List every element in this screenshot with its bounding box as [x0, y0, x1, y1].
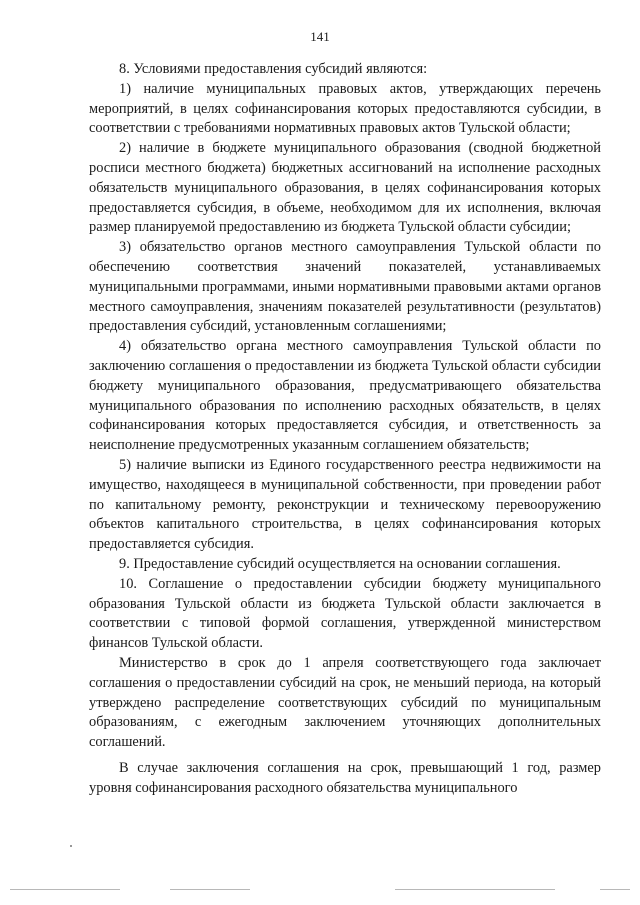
page-number: 141: [310, 29, 330, 44]
scan-speck: [70, 845, 72, 847]
scan-edge-line: [395, 889, 555, 890]
paragraph-multiyear-agreement: В случае заключения соглашения на срок, превышающий 1 год, размер уровня софинансирования расходного обязательства муниципального: [89, 759, 601, 796]
paragraph-condition-3: 3) обязательство органов местного самоуправления Тульской области по обеспечению соответствия значений показателей, устанавливаемых муниципальными программами, иными нормативными правовыми актами органов местного самоуправления, значениям показателей результативности (результатов) предоставления субсидий, установленным соглашениями;: [89, 239, 601, 335]
scan-edge-line: [10, 889, 120, 890]
paragraph-clause-9: 9. Предоставление субсидий осуществляется на основании соглашения.: [119, 555, 561, 572]
paragraph-subsidy-conditions: 8. Условиями предоставления субсидий являются:: [119, 61, 428, 77]
scan-edge-line: [170, 889, 250, 890]
paragraph-ministry-deadline: Министерство в срок до 1 апреля соответствующего года заключает соглашения о предоставлении субсидий на срок, не меньший периода, на который утверждено распределение соответствующих субсидий по муниципальным образованиям, с ежегодным заключением уточняющих дополнительных соглашений.: [89, 654, 601, 751]
paragraph-condition-4: 4) обязательство органа местного самоуправления Тульской области по заключению соглашения о предоставлении из бюджета Тульской области субсидии бюджету муниципального образования, предусматривающего обязательства муниципального образования по исполнению расходных обязательств, в целях софинансирования которых предоставляется субсидия, и ответственность за неисполнение предусмотренных указанным соглашением обязательств;: [89, 338, 601, 454]
document-body: [89, 60, 601, 798]
paragraph-condition-1: 1) наличие муниципальных правовых актов, утверждающих перечень мероприятий, в целях софинансирования которых предоставляются субсидии, в соответствии с требованиями нормативных правовых актов Тульской области;: [89, 80, 601, 137]
paragraph-clause-10: 10. Соглашение о предоставлении субсидии бюджету муниципального образования Тульской области из бюджета Тульской области заключается в соответствии с типовой формой соглашения, утвержденной министерством финансов Тульской области.: [89, 575, 601, 652]
paragraph-condition-5: 5) наличие выписки из Единого государственного реестра недвижимости на имущество, находящееся в муниципальной собственности, при проведении работ по капитальному ремонту, реконструкции и техническому перевооружению объектов капитального строительства, в целях софинансирования которых предоставляется субсидия.: [89, 456, 601, 553]
paragraph-condition-2: 2) наличие в бюджете муниципального образования (сводной бюджетной росписи местного бюджета) бюджетных ассигнований на исполнение расходных обязательств муниципального образования, в целях софинансирования которых предоставляется субсидия, в объеме, необходимом для их исполнения, включая размер планируемой предоставлению из бюджета Тульской области субсидии;: [89, 140, 601, 236]
scan-edge-line: [600, 889, 630, 890]
